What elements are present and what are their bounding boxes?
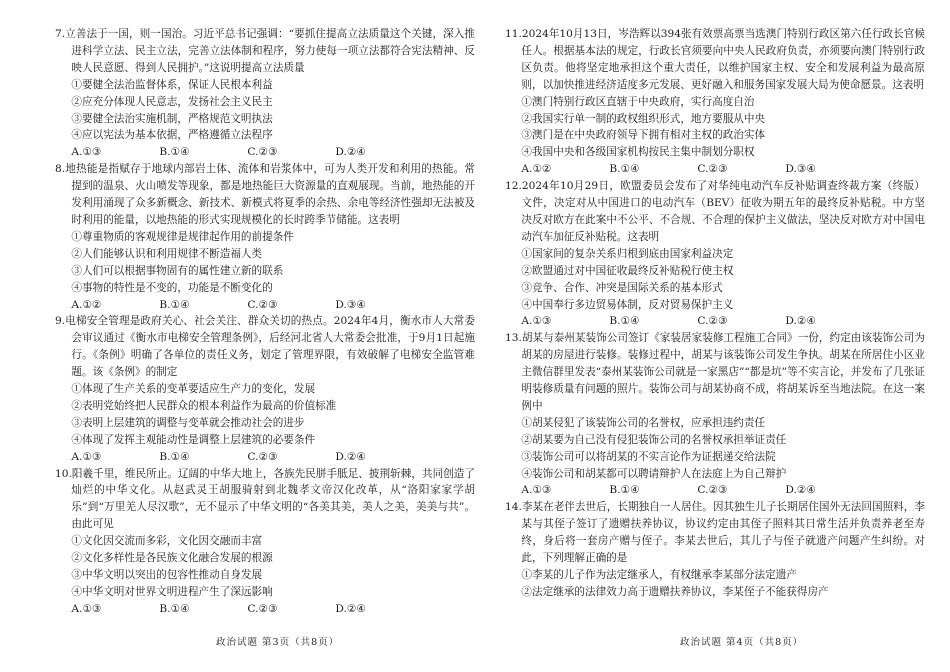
- statement-option: ②表明党始终把人民群众的根本利益作为最高的价值标准: [71, 399, 337, 412]
- statement-option: ①国家间的复杂关系归根到底由国家利益决定: [521, 247, 734, 260]
- question-stem: 10.阳羲千里，维民所止。辽阔的中华大地上，各族先民胼手胝足、披荆斩棘，共同创造了灿烂的中华文化。从赵武灵王胡服骑射到北魏孝文帝汉化改革，从“洛阳家家学胡乐”到“万里羌人尽汉歌”，无不显示了中华文明的“各美其美，美人之美，美美与共”。由此可见: [55, 467, 475, 531]
- statement-option: ④事物的特性是不变的，功能是不断变化的: [71, 281, 273, 294]
- statement-option: ②我国实行单一制的政权组织形式，地方要服从中央: [521, 112, 766, 125]
- answer-choice: A.①③: [71, 146, 102, 159]
- statement-option: ①文化因交流而多彩，文化因交融而丰富: [71, 535, 263, 548]
- statement-option: ②人们能够认识和利用规律不断造福人类: [71, 247, 263, 260]
- answer-choice: B.①④: [159, 298, 190, 311]
- answer-choice: D.②④: [785, 315, 816, 328]
- answer-choice: D.②④: [335, 602, 366, 615]
- statement-option: ③竞争、合作、冲突是国际关系的基本形式: [521, 281, 723, 294]
- answer-choice: C.②③: [247, 298, 278, 311]
- statement-option: ②文化多样性是各民族文化融合发展的根源: [71, 552, 273, 565]
- answer-choice: A.①③: [521, 315, 552, 328]
- answer-choice: C.②③: [697, 484, 728, 497]
- answer-choices: [505, 482, 925, 499]
- answer-choices: [505, 161, 925, 178]
- answer-choice: C.②③: [247, 450, 278, 463]
- answer-choice: C.②③: [247, 602, 278, 615]
- statement-option: ④装饰公司和胡某都可以聘请辩护人在法庭上为自己辩护: [521, 467, 787, 480]
- statement-option: ③澳门是在中央政府领导下拥有相对主权的政治实体: [521, 129, 766, 142]
- answer-choice: D.③④: [335, 298, 366, 311]
- question-stem: 8.地热能是指赋存于地球内部岩土体、流体和岩浆体中，可为人类开发和利用的热能。常提到的温泉、火山喷发等现象，都是地热能巨大资源量的直观展现。当前，地热能的开发利用涌现了众多新概念、新技术、新模式将夏季的余热、余电等经济性强却无法被及时利用的能量，以地热能的形式实现规模化的长时跨季节储能。这表明: [55, 163, 475, 226]
- answer-choices: [505, 313, 925, 330]
- answer-choices: [55, 144, 475, 161]
- statement-option: ③人们可以根据事物固有的属性建立新的联系: [71, 264, 284, 277]
- statement-option: ①澳门特别行政区直辖于中央政府，实行高度自治: [521, 95, 755, 108]
- question-q10: [55, 466, 475, 618]
- answer-choice: D.②④: [335, 146, 366, 159]
- question-q8: [55, 161, 475, 313]
- page-footer-right: 政治试题 第4页（共8页）: [680, 637, 804, 648]
- answer-choice: B.①④: [609, 163, 640, 176]
- statement-option: ④应以宪法为基本依据，严格遵循立法程序: [71, 129, 273, 142]
- answer-choice: B.①④: [159, 602, 190, 615]
- statement-option: ③装饰公司可以将胡某的不实言论作为证据递交给法院: [521, 450, 776, 463]
- answer-choices: [55, 449, 475, 466]
- statement-option: ①胡某侵犯了该装饰公司的名誉权，应承担违约责任: [521, 416, 766, 429]
- statement-option: ③中华文明以突出的包容性推动自身发展: [71, 569, 263, 581]
- question-q11: [505, 26, 925, 178]
- question-stem: 12.2024年10月29日，欧盟委员会发布了对华纯电动汽车反补贴调查终裁方案（终版）文件，决定对从中国进口的电动汽车（BEV）征收为期五年的最终反补贴税。中方坚决反对欧方在此案中不公平、不合规、不合理的保护主义做法，坚决反对欧方对中国电动汽车加征反补贴税。这表明: [505, 180, 925, 243]
- answer-choice: A.①②: [521, 163, 552, 176]
- question-stem: 14.李某在老伴去世后，长期独自一人居住。因其独生儿子长期居住国外无法回国照料，李某与其侄子签订了遗赠扶养协议，协议约定由其侄子照料其日常生活并负责养老至寿终，身后将一套房产赠与侄子。李某去世后，其儿子与侄子就遗产问题产生纠纷。对此，下列理解正确的是: [505, 501, 925, 565]
- page-footer-left: 政治试题 第3页（共8页）: [216, 637, 340, 648]
- question-q13: [505, 330, 925, 499]
- statement-option: ②应充分体现人民意志，发扬社会主义民主: [71, 95, 273, 108]
- statement-option: ④中华文明对世界文明进程产生了深远影响: [71, 585, 273, 598]
- statement-option: ③表明上层建筑的调整与变革就会推动社会的进步: [71, 416, 305, 429]
- answer-choices: [55, 601, 475, 618]
- answer-choice: D.②④: [785, 484, 816, 497]
- statement-option: ①体现了生产关系的变革要适应生产力的变化，发展: [71, 383, 316, 396]
- question-q12: [505, 178, 925, 330]
- answer-choice: A.①③: [521, 484, 552, 497]
- question-q14: [505, 499, 925, 600]
- answer-choice: A.①③: [71, 602, 102, 615]
- statement-option: ①李某的儿子作为法定继承人，有权继承李某部分法定遗产: [521, 569, 797, 581]
- statement-option: ①要健全法治监督体系，保证人民根本利益: [71, 78, 273, 91]
- statement-option: ②法定继承的法律效力高于遗赠扶养协议，李某侄子不能获得房产: [521, 585, 829, 598]
- statement-option: ③要健全法治实施机制，严格规范文明执法: [71, 112, 273, 125]
- answer-choice: B.①④: [159, 146, 190, 159]
- answer-choice: A.①②: [71, 298, 102, 311]
- question-q9: [55, 313, 475, 465]
- statement-option: ②欧盟通过对中国征收最终反补贴税行使主权: [521, 264, 734, 277]
- answer-choice: B.①④: [609, 315, 640, 328]
- statement-option: ④体现了发挥主观能动性是调整上层建筑的必要条件: [71, 433, 316, 446]
- answer-choice: A.①③: [71, 450, 102, 463]
- statement-option: ①尊重物质的客观规律是规律起作用的前提条件: [71, 230, 294, 243]
- answer-choice: D.②④: [335, 450, 366, 463]
- statement-option: ④中国奉行多边贸易体制，反对贸易保护主义: [521, 298, 734, 311]
- answer-choice: B.①④: [609, 484, 640, 497]
- statement-option: ②胡某要为自己没有侵犯装饰公司的名誉权承担举证责任: [521, 433, 787, 446]
- question-stem: 7.立善法于一国，则一国治。习近平总书记强调：“要抓住提高立法质量这个关键，深入推进科学立法、民主立法，完善立法体制和程序，努力使每一项立法都符合宪法精神、反映人民意愿、得到人民拥护。”这说明提高立法质量: [55, 28, 475, 74]
- answer-choices: [55, 297, 475, 314]
- question-stem: 11.2024年10月13日，岑浩辉以394张有效票高票当选澳门特别行政区第六任行政长官候任人。根据基本法的规定，行政长官须要向中央人民政府负责，亦须要向澳门特别行政区负责。他将坚定地承担这个重大责任，以维护国家主权、安全和发展利益为最高原则，以加快推进经济适度多元发展、更好融入和服务国家发展大局为使命愿景。这表明: [505, 28, 925, 91]
- answer-choice: C.②③: [697, 315, 728, 328]
- answer-choice: C.②③: [697, 163, 728, 176]
- question-stem: 9.电梯安全管理是政府关心、社会关注、群众关切的热点。2024年4月，衡水市人大常委会审议通过《衡水市电梯安全管理条例》，后经河北省人大常委会批准，于9月1日起施行。《条例》明确了各单位的责任义务，划定了管理界限，有效破解了电梯安全监管难题。该《条例》的制定: [55, 315, 475, 379]
- statement-option: ④我国中央和各级国家机构按民主集中制划分职权: [521, 146, 755, 159]
- answer-choice: B.①④: [159, 450, 190, 463]
- answer-choice: D.③④: [785, 163, 816, 176]
- question-q7: [55, 26, 475, 161]
- right-column: [505, 26, 925, 601]
- answer-choice: C.②③: [247, 146, 278, 159]
- left-column: [55, 26, 475, 618]
- question-stem: 13.胡某与泰州某装饰公司签订《家装居家装修工程施工合同》一份，约定由该装饰公司为胡某的房屋进行装修。装修过程中，胡某与该装饰公司发生争执。胡某在所居住小区业主微信群里发表“泰州某装饰公司就是一家黑店”“都是坑”等不实言论，并发布了几张证明装修质量有问题的照片。装饰公司与胡某协商不成，将胡某诉至当地法院。在这一案例中: [505, 332, 925, 412]
